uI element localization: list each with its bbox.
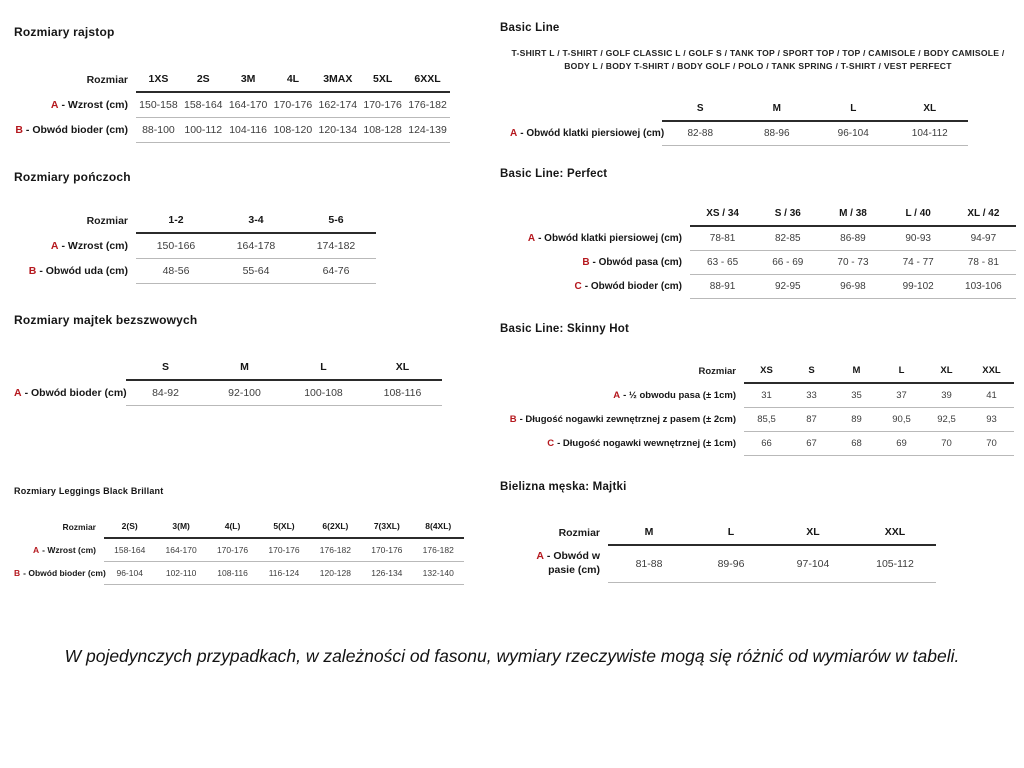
column-header: M	[834, 361, 879, 383]
size-table-head	[14, 210, 376, 233]
size-table	[514, 522, 936, 583]
size-value: 96-98	[820, 275, 885, 299]
size-value: 108-116	[363, 380, 442, 406]
row-label	[500, 408, 744, 432]
header-row	[500, 361, 1014, 383]
column-header: S	[126, 357, 205, 380]
size-value: 70	[924, 432, 969, 456]
measure-letter: B	[582, 257, 590, 268]
size-value: 94-97	[951, 226, 1016, 251]
size-value: 150-158	[136, 92, 181, 118]
size-value: 102-110	[155, 562, 206, 585]
size-value: 100-108	[284, 380, 363, 406]
header-row	[508, 204, 1016, 226]
table-row	[14, 562, 464, 585]
size-table-head	[14, 517, 464, 538]
column-header: M	[608, 522, 690, 545]
size-value: 67	[789, 432, 834, 456]
size-table-body	[514, 545, 936, 582]
size-table-head	[500, 361, 1014, 383]
size-value: 63 - 65	[690, 251, 755, 275]
size-value: 120-134	[315, 118, 360, 143]
size-value: 164-178	[216, 233, 296, 259]
product-list: T-SHIRT L / T-SHIRT / GOLF CLASSIC L / GOLF S / TANK TOP / SPORT TOP / TOP / CAMISOLE / BODY CAMISOLE / BODY L / BODY T-SHIRT / BODY GOLF / POLO / TANK SPRING / T-SHIRT / VEST PERFECT	[511, 48, 1005, 71]
measure-letter: A	[33, 544, 40, 555]
size-table-head	[514, 522, 936, 545]
table-row	[500, 432, 1014, 456]
corner-label	[510, 99, 662, 121]
size-value: 90-93	[886, 226, 951, 251]
size-value: 85,5	[744, 408, 789, 432]
measure-letter: A	[536, 550, 544, 562]
table-row	[14, 233, 376, 259]
size-value: 39	[924, 383, 969, 408]
size-value: 41	[969, 383, 1014, 408]
row-label	[510, 121, 665, 146]
size-value: 82-88	[662, 121, 739, 146]
column-header: XS / 34	[690, 204, 755, 226]
section-rozmiary-pończoch	[14, 170, 466, 284]
measure-label: - Wzrost (cm)	[61, 98, 128, 111]
measure-letter: C	[547, 438, 555, 449]
table-row	[500, 383, 1014, 408]
section-bielizna-męska-majtki	[500, 481, 1016, 583]
column-header: S	[662, 99, 739, 121]
column-header: XXL	[969, 361, 1014, 383]
column-header: S	[789, 361, 834, 383]
row-label	[500, 383, 744, 408]
footer-note: W pojedynczych przypadkach, w zależności od fasonu, wymiary rzeczywiste mogą się różnić od wymiarów w tabeli.	[64, 646, 960, 666]
column-header: 3MAX	[315, 69, 360, 92]
size-value: 90,5	[879, 408, 924, 432]
column-header: 6XXL	[405, 69, 450, 92]
size-value: 104-116	[226, 118, 271, 143]
size-value: 87	[789, 408, 834, 432]
size-value: 108-128	[360, 118, 405, 143]
column-header: L	[284, 357, 363, 380]
measure-letter: A	[527, 232, 536, 244]
size-value: 120-128	[310, 562, 361, 585]
size-value: 170-176	[360, 92, 405, 118]
column-header: XL	[892, 99, 969, 121]
section-basic-line-perfect	[500, 168, 1016, 299]
size-table	[14, 210, 376, 284]
row-label	[14, 118, 136, 143]
column-header: 7(3XL)	[361, 517, 412, 538]
measure-label: - Długość nogawki zewnętrznej z pasem (± 2cm)	[519, 414, 736, 425]
section-rozmiary-leggings-black-brillant	[14, 486, 466, 585]
size-value: 69	[879, 432, 924, 456]
size-value: 96-104	[815, 121, 892, 146]
column-header: 5-6	[296, 210, 376, 233]
size-value: 48-56	[136, 259, 216, 284]
row-label	[14, 259, 136, 284]
size-value: 92,5	[924, 408, 969, 432]
column-header: L	[690, 522, 772, 545]
size-value: 93	[969, 408, 1014, 432]
column-header: XL	[772, 522, 854, 545]
size-table-body	[500, 383, 1014, 456]
column-header: 3-4	[216, 210, 296, 233]
row-label	[514, 545, 608, 582]
size-value: 132-140	[413, 562, 464, 585]
size-value: 31	[744, 383, 789, 408]
size-value: 81-88	[608, 545, 690, 582]
measure-label: - Obwód klatki piersiowej (cm)	[538, 232, 682, 244]
column-header: L	[815, 99, 892, 121]
measure-letter: B	[28, 265, 37, 277]
corner-label: Rozmiar	[62, 521, 96, 532]
column-header: 8(4XL)	[413, 517, 464, 538]
size-value: 158-164	[181, 92, 226, 118]
size-value: 88-100	[136, 118, 181, 143]
measure-letter: A	[50, 239, 59, 252]
section-title: Rozmiary pończoch	[14, 170, 131, 184]
measure-label: - Obwód bioder (cm)	[25, 124, 128, 136]
size-value: 164-170	[155, 538, 206, 562]
column-header: XL / 42	[951, 204, 1016, 226]
size-value: 100-112	[181, 118, 226, 143]
table-row	[14, 92, 450, 118]
size-table	[14, 517, 464, 585]
size-value: 64-76	[296, 259, 376, 284]
size-value: 104-112	[892, 121, 969, 146]
column-header: L / 40	[886, 204, 951, 226]
corner-label	[508, 204, 690, 226]
row-label	[508, 251, 690, 275]
measure-letter: B	[15, 124, 23, 136]
size-value: 103-106	[951, 275, 1016, 299]
column-header: M	[739, 99, 816, 121]
size-value: 170-176	[207, 538, 258, 562]
measure-letter: A	[510, 127, 518, 139]
size-value: 84-92	[126, 380, 205, 406]
table-row	[500, 408, 1014, 432]
corner-label: Rozmiar	[558, 526, 600, 539]
size-table-body	[510, 121, 968, 146]
measure-label: - Obwód klatki piersiowej (cm)	[520, 127, 665, 139]
measure-letter: B	[509, 414, 517, 425]
size-value: 97-104	[772, 545, 854, 582]
size-table-body	[14, 380, 442, 406]
section-title: Rozmiary majtek bezszwowych	[14, 313, 198, 327]
column-header: XS	[744, 361, 789, 383]
row-label	[14, 233, 136, 259]
row-label	[508, 275, 690, 299]
size-value: 99-102	[886, 275, 951, 299]
size-value: 126-134	[361, 562, 412, 585]
column-header: M / 38	[820, 204, 885, 226]
column-header: 3(M)	[155, 517, 206, 538]
table-row	[510, 121, 968, 146]
size-value: 92-100	[205, 380, 284, 406]
section-basic-line	[500, 22, 1016, 146]
size-table	[14, 69, 450, 143]
size-value: 74 - 77	[886, 251, 951, 275]
measure-label: - Wzrost (cm)	[42, 544, 96, 555]
row-label	[14, 380, 126, 406]
size-value: 174-182	[296, 233, 376, 259]
header-row	[14, 517, 464, 538]
measure-label: - Obwód bioder (cm)	[584, 281, 682, 292]
column-header: L	[879, 361, 924, 383]
measure-letter: A	[613, 389, 621, 401]
size-value: 170-176	[258, 538, 309, 562]
size-value: 70	[969, 432, 1014, 456]
size-value: 170-176	[271, 92, 316, 118]
measure-label: - Obwód bioder (cm)	[23, 568, 106, 578]
row-label	[14, 92, 136, 118]
corner-label: Rozmiar	[86, 73, 128, 86]
header-row	[14, 357, 442, 380]
size-table-body	[14, 233, 376, 284]
size-table-head	[508, 204, 1016, 226]
column-header: 3M	[226, 69, 271, 92]
measure-letter: C	[574, 281, 582, 292]
size-value: 88-91	[690, 275, 755, 299]
size-value: 116-124	[258, 562, 309, 585]
size-value: 108-116	[207, 562, 258, 585]
row-label	[14, 562, 104, 585]
column-header: 4L	[271, 69, 316, 92]
measure-label: - Obwód pasa (cm)	[592, 257, 682, 268]
size-value: 88-96	[739, 121, 816, 146]
column-header: XL	[363, 357, 442, 380]
table-row	[508, 226, 1016, 251]
size-value: 162-174	[315, 92, 360, 118]
size-value: 78-81	[690, 226, 755, 251]
section-title: Basic Line: Perfect	[500, 168, 608, 180]
column-header: S / 36	[755, 204, 820, 226]
size-table	[508, 204, 1016, 299]
size-value: 170-176	[361, 538, 412, 562]
size-value: 35	[834, 383, 879, 408]
size-value: 37	[879, 383, 924, 408]
size-table-body	[14, 538, 464, 585]
size-value: 78 - 81	[951, 251, 1016, 275]
column-header: 1-2	[136, 210, 216, 233]
header-row	[510, 99, 968, 121]
corner-label: Rozmiar	[698, 365, 736, 377]
table-row	[14, 259, 376, 284]
size-table-body	[508, 226, 1016, 299]
corner-label: Rozmiar	[86, 214, 128, 227]
measure-label: - Obwód uda (cm)	[39, 265, 128, 277]
size-table-body	[14, 92, 450, 143]
table-row	[514, 545, 936, 582]
section-title: Basic Line	[500, 22, 560, 34]
size-table-head	[14, 357, 442, 380]
table-row	[508, 275, 1016, 299]
section-title: Bielizna męska: Majtki	[500, 481, 627, 493]
row-label	[508, 226, 690, 251]
size-value: 68	[834, 432, 879, 456]
measure-label: - ½ obwodu pasa (± 1cm)	[623, 389, 736, 401]
measure-label: - Obwód w pasie (cm)	[546, 550, 600, 576]
size-table-head	[14, 69, 450, 92]
row-label	[500, 432, 744, 456]
size-value: 108-120	[271, 118, 316, 143]
size-value: 158-164	[104, 538, 155, 562]
section-title: Rozmiary rajstop	[14, 25, 115, 39]
size-value: 66 - 69	[755, 251, 820, 275]
header-row	[514, 522, 936, 545]
table-row	[508, 251, 1016, 275]
size-value: 96-104	[104, 562, 155, 585]
section-title: Basic Line: Skinny Hot	[500, 323, 630, 335]
size-value: 105-112	[854, 545, 936, 582]
column-header: XXL	[854, 522, 936, 545]
column-header: 1XS	[136, 69, 181, 92]
section-basic-line-skinny-hot	[500, 323, 1016, 456]
section-rozmiary-majtek-bezszwowych	[14, 313, 466, 406]
size-value: 70 - 73	[820, 251, 885, 275]
column-header: M	[205, 357, 284, 380]
section-rozmiary-rajstop	[14, 25, 466, 143]
size-value: 150-166	[136, 233, 216, 259]
header-row	[14, 69, 450, 92]
size-value: 176-182	[413, 538, 464, 562]
row-label	[14, 538, 104, 562]
size-value: 55-64	[216, 259, 296, 284]
column-header: 6(2XL)	[310, 517, 361, 538]
size-table-head	[510, 99, 968, 121]
size-value: 82-85	[755, 226, 820, 251]
section-title: Rozmiary Leggings Black Brillant	[14, 486, 164, 496]
size-table	[510, 99, 968, 146]
table-row	[14, 380, 442, 406]
column-header: 2(S)	[104, 517, 155, 538]
measure-letter: A	[50, 98, 59, 111]
table-row	[14, 118, 450, 143]
size-value: 33	[789, 383, 834, 408]
size-table	[500, 361, 1014, 456]
header-row	[14, 210, 376, 233]
size-value: 89-96	[690, 545, 772, 582]
size-value: 86-89	[820, 226, 885, 251]
size-table	[14, 357, 442, 406]
corner-label	[14, 357, 126, 380]
column-header: 4(L)	[207, 517, 258, 538]
table-row	[14, 538, 464, 562]
size-value: 164-170	[226, 92, 271, 118]
column-header: XL	[924, 361, 969, 383]
size-value: 176-182	[405, 92, 450, 118]
column-header: 5(XL)	[258, 517, 309, 538]
measure-label: - Wzrost (cm)	[61, 239, 128, 252]
measure-label: - Obwód bioder (cm)	[24, 386, 127, 399]
column-header: 2S	[181, 69, 226, 92]
measure-label: - Długość nogawki wewnętrznej (± 1cm)	[557, 438, 736, 449]
size-value: 176-182	[310, 538, 361, 562]
measure-letter: B	[14, 568, 21, 578]
size-value: 92-95	[755, 275, 820, 299]
column-header: 5XL	[360, 69, 405, 92]
size-value: 124-139	[405, 118, 450, 143]
size-value: 66	[744, 432, 789, 456]
size-value: 89	[834, 408, 879, 432]
measure-letter: A	[14, 386, 22, 399]
